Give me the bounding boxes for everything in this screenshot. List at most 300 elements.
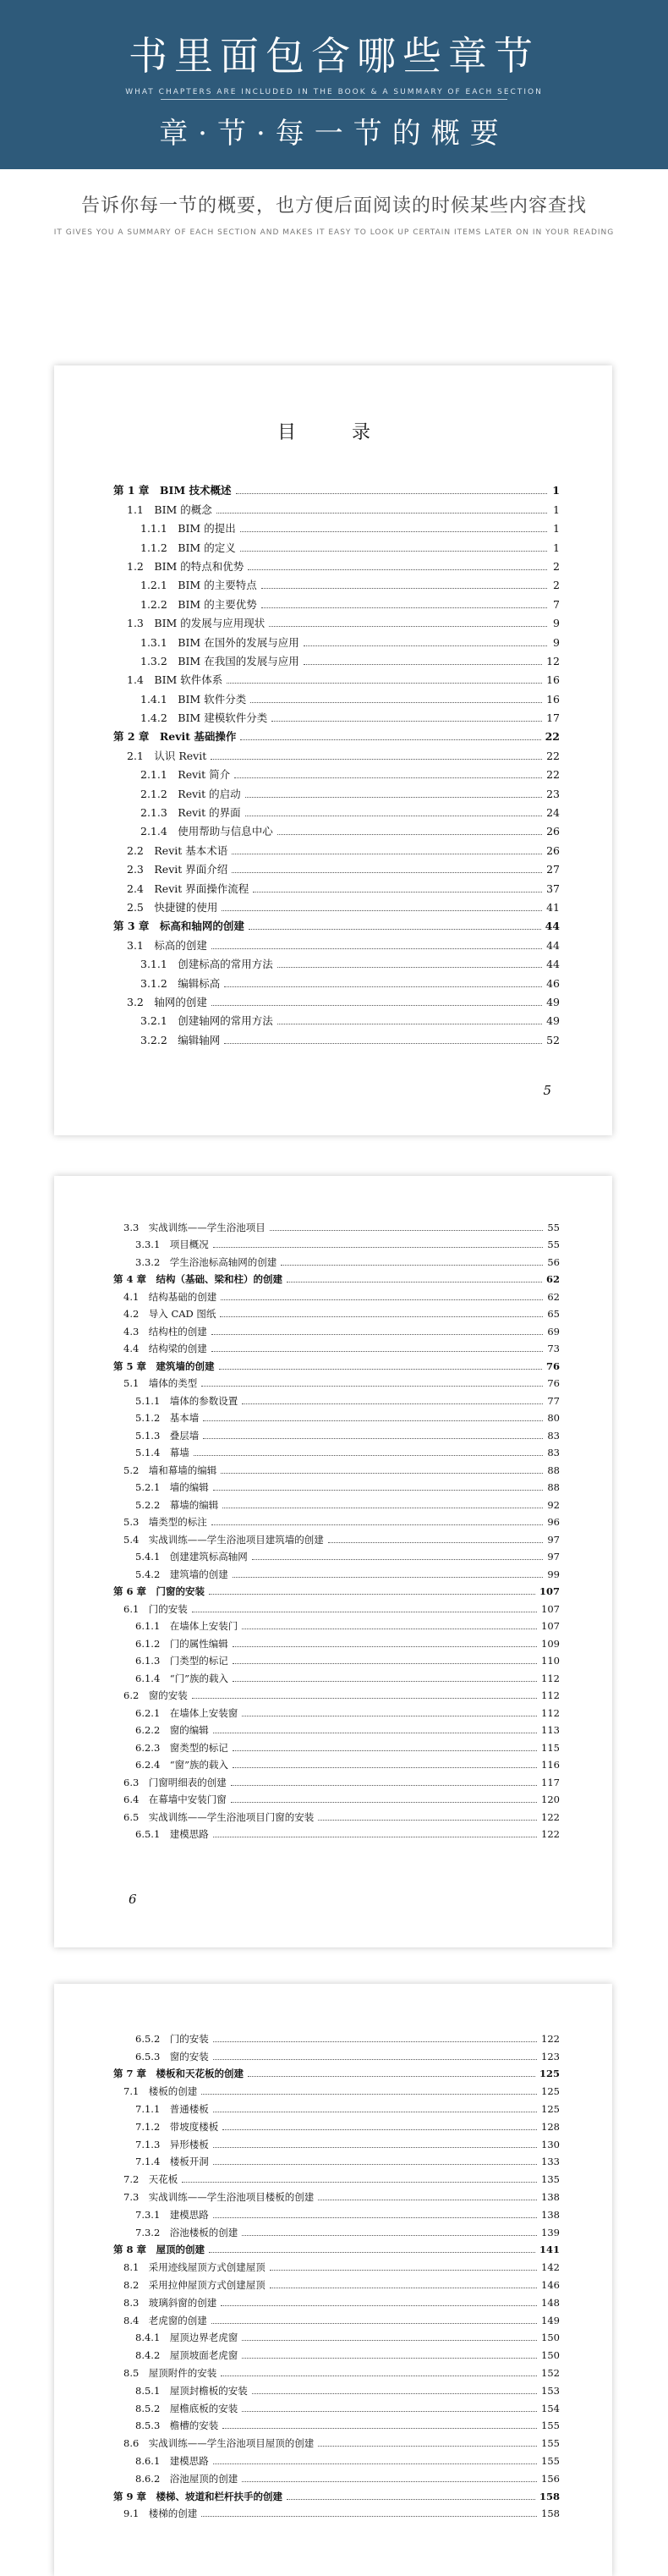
toc-entry[interactable] <box>113 1390 560 1408</box>
toc-entry[interactable] <box>113 1563 560 1581</box>
toc-entry-page: 152 <box>541 2366 560 2379</box>
toc-entry-label: 1.1.1 BIM 的提出 <box>140 522 236 536</box>
toc-entry[interactable] <box>113 838 560 857</box>
toc-entry-label: 第 6 章 门窗的安装 <box>113 1585 205 1597</box>
dot-leader <box>233 1646 537 1647</box>
toc-entry[interactable] <box>113 2292 560 2310</box>
toc-entry-label: 第 4 章 结构（基础、梁和柱）的创建 <box>113 1273 283 1285</box>
dot-leader <box>203 1420 543 1421</box>
toc-entry-label: 4.4 结构梁的创建 <box>123 1343 207 1354</box>
dot-leader <box>231 1802 537 1803</box>
toc-entry-page: 49 <box>546 995 560 1008</box>
dot-leader <box>211 2323 537 2324</box>
toc-entry[interactable] <box>113 2151 560 2169</box>
toc-entry-label: 6.2 窗的安装 <box>123 1689 188 1701</box>
toc-entry[interactable] <box>113 2310 560 2327</box>
toc-entry-label: 7.1.3 异形楼板 <box>135 2138 209 2150</box>
toc-entry-label: 5.2.1 墙的编辑 <box>135 1481 209 1493</box>
toc-entry-label: 7.1 楼板的创建 <box>123 2085 198 2098</box>
toc-entry[interactable] <box>113 2168 560 2186</box>
toc-entry[interactable] <box>113 574 560 592</box>
dot-leader <box>318 2446 537 2447</box>
toc-entry-page: 55 <box>547 1239 560 1250</box>
toc-chapter-entry[interactable] <box>113 1581 560 1599</box>
toc-chapter-entry[interactable] <box>113 2063 560 2081</box>
toc-entry-label: 7.1.4 楼板开洞 <box>135 2156 209 2168</box>
toc-entry-page: 22 <box>546 749 560 762</box>
toc-entry-page: 22 <box>545 730 560 744</box>
toc-entry-label: 6.5.1 建模思路 <box>135 1828 209 1840</box>
toc-chapter-entry[interactable] <box>113 1355 560 1373</box>
toc-entry-page: 146 <box>541 2278 560 2291</box>
toc-entry-label: 1.1 BIM 的概念 <box>127 503 212 516</box>
toc-entry-label: 第 9 章 楼梯、坡道和栏杆扶手的创建 <box>113 2490 283 2502</box>
dot-leader <box>269 626 547 627</box>
toc-entry[interactable] <box>113 612 560 630</box>
toc-entry[interactable] <box>113 782 560 800</box>
toc-entry[interactable] <box>113 2450 560 2468</box>
intro-text: 告诉你每一节的概要，也方便后面阅读的时候某些内容查找 <box>80 195 587 217</box>
toc-entry-page: 158 <box>539 2490 560 2502</box>
toc-entry[interactable] <box>113 1737 560 1755</box>
toc-entry[interactable] <box>113 2080 560 2098</box>
toc-entry-label: 6.2.4 “窗”族的载入 <box>135 1759 229 1771</box>
toc-entry[interactable] <box>113 2256 560 2274</box>
toc-entry[interactable] <box>113 1338 560 1356</box>
toc-entry-page: 115 <box>541 1741 560 1754</box>
toc-entry-label: 6.1.3 门类型的标记 <box>135 1655 228 1667</box>
toc-entry-page: 23 <box>546 787 560 800</box>
toc-entry[interactable] <box>113 2186 560 2204</box>
toc-entry-label: 5.2.2 幕墙的编辑 <box>135 1498 219 1511</box>
dot-leader <box>231 1785 537 1786</box>
toc-entry-page: 17 <box>546 711 560 725</box>
toc-entry[interactable] <box>113 2380 560 2397</box>
dot-leader <box>236 493 547 494</box>
toc-entry-page: 107 <box>541 1602 560 1615</box>
toc-entry[interactable] <box>113 2274 560 2292</box>
toc-page <box>54 1984 612 2576</box>
toc-entry-label: 8.5 屋顶附件的安装 <box>123 2366 217 2379</box>
toc-entry-label: 6.5.3 窗的安装 <box>135 2050 209 2062</box>
toc-entry-page: 12 <box>546 654 560 667</box>
toc-entry-page: 107 <box>539 1585 560 1597</box>
toc-entry[interactable] <box>113 858 560 876</box>
toc-entry-label: 6.1.4 “门”族的载入 <box>135 1672 229 1684</box>
toc-entry[interactable] <box>113 1217 560 1234</box>
dot-leader <box>220 1316 543 1317</box>
dot-leader <box>318 1820 537 1821</box>
dot-leader <box>222 2428 537 2429</box>
toc-entry-label: 3.3 实战训练——学生浴池项目 <box>123 1221 266 1233</box>
toc-entry-page: 16 <box>546 673 560 687</box>
toc-entry-label: 第 3 章 标高和轴网的创建 <box>113 920 244 933</box>
toc-chapter-entry[interactable] <box>113 2485 560 2503</box>
dot-leader <box>253 892 542 893</box>
dot-leader <box>242 2411 537 2412</box>
toc-entry[interactable] <box>113 1442 560 1460</box>
dot-leader <box>211 1005 542 1006</box>
toc-entry-page: 1 <box>552 484 560 497</box>
toc-entry-label: 6.4 在幕墙中安装门窗 <box>123 1793 227 1805</box>
toc-entry[interactable] <box>113 2468 560 2485</box>
dot-leader <box>234 777 542 778</box>
toc-entry[interactable] <box>113 2362 560 2380</box>
toc-entry[interactable] <box>113 820 560 838</box>
toc-entry[interactable] <box>113 1720 560 1738</box>
toc-entry[interactable] <box>113 1425 560 1442</box>
dot-leader <box>213 1490 544 1491</box>
toc-entry-label: 5.1.1 墙体的参数设置 <box>135 1394 238 1407</box>
toc-entry-page: 76 <box>545 1359 560 1372</box>
dot-leader <box>221 2305 537 2306</box>
toc-entry-label: 6.3 门窗明细表的创建 <box>123 1776 227 1788</box>
toc-entry-page: 135 <box>541 2173 560 2186</box>
dot-leader <box>270 1230 544 1231</box>
toc-entry-label: 2.1.4 使用帮助与信息中心 <box>140 825 273 838</box>
toc-entry-label: 9.1 楼梯的创建 <box>123 2507 198 2520</box>
dot-leader <box>211 948 542 949</box>
dot-leader <box>232 872 542 873</box>
toc-entry[interactable] <box>113 1789 560 1807</box>
toc-entry-page: 22 <box>546 768 560 782</box>
toc-entry[interactable] <box>113 1373 560 1391</box>
toc-entry-page: 123 <box>541 2050 560 2062</box>
toc-entries <box>113 2028 560 2520</box>
toc-entry[interactable] <box>113 1633 560 1651</box>
toc-entry-page: 154 <box>541 2402 560 2414</box>
toc-entry[interactable] <box>113 1286 560 1304</box>
dot-leader <box>245 797 542 798</box>
toc-entry[interactable] <box>113 2098 560 2116</box>
toc-entry-label: 8.6 实战训练——学生浴池项目屋顶的创建 <box>123 2437 315 2450</box>
toc-entry-label: 5.1 墙体的类型 <box>123 1377 198 1389</box>
toc-entry-label: 4.3 结构柱的创建 <box>123 1325 207 1337</box>
toc-entry-page: 155 <box>541 2454 560 2467</box>
banner-divider <box>161 99 507 100</box>
toc-entry-label: 3.1.2 编辑标高 <box>140 976 221 990</box>
dot-leader <box>213 2217 537 2218</box>
toc-entry-label: 8.6.1 建模思路 <box>135 2454 209 2467</box>
toc-entry-page: 138 <box>541 2190 560 2203</box>
toc-entry-label: 1.2 BIM 的特点和优势 <box>127 559 244 573</box>
toc-entry-label: 1.4 BIM 软件体系 <box>127 673 223 687</box>
toc-entry[interactable] <box>113 801 560 820</box>
toc-entry[interactable] <box>113 2503 560 2521</box>
toc-entry-page: 27 <box>546 863 560 876</box>
dot-leader <box>248 2076 535 2077</box>
dot-leader <box>213 2059 537 2060</box>
toc-entry[interactable] <box>113 1598 560 1616</box>
dot-leader <box>213 2041 537 2042</box>
toc-entry-label: 1.4.2 BIM 建模软件分类 <box>140 711 268 725</box>
toc-entry[interactable] <box>113 1806 560 1824</box>
dot-leader <box>249 929 541 930</box>
toc-entry-label: 3.1 标高的创建 <box>127 938 207 952</box>
toc-entry[interactable] <box>113 1702 560 1720</box>
dot-leader <box>221 1299 543 1300</box>
toc-entry[interactable] <box>113 497 560 516</box>
toc-entry-label: 7.3.1 建模思路 <box>135 2208 209 2221</box>
toc-entry-page: 122 <box>541 1828 560 1840</box>
toc-entry[interactable] <box>113 2327 560 2345</box>
toc-entry-label: 5.1.4 幕墙 <box>135 1447 189 1458</box>
toc-entry-page: 83 <box>547 1429 560 1442</box>
toc-entry-page: 149 <box>541 2314 560 2326</box>
toc-entry-label: 8.5.3 檐槽的安装 <box>135 2419 219 2432</box>
toc-entry-label: 8.2 采用拉伸屋顶方式创建屋顶 <box>123 2278 266 2291</box>
toc-entry-page: 76 <box>547 1377 560 1389</box>
toc-entry-page: 125 <box>541 2085 560 2098</box>
toc-entries <box>113 1217 560 1841</box>
toc-entry-page: 153 <box>541 2384 560 2397</box>
dot-leader <box>209 1594 535 1595</box>
toc-entry-label: 6.1.2 门的属性编辑 <box>135 1637 228 1650</box>
toc-entry-page: 88 <box>547 1464 560 1476</box>
toc-chapter-entry[interactable] <box>113 2239 560 2257</box>
dot-leader <box>304 645 547 646</box>
dot-leader <box>328 1542 544 1543</box>
toc-entry-label: 6.5 实战训练——学生浴池项目门窗的安装 <box>123 1810 315 1823</box>
toc-entry-page: 141 <box>539 2244 560 2256</box>
dot-leader <box>222 2129 537 2130</box>
toc-entry-label: 2.5 快捷键的使用 <box>127 900 218 914</box>
intro-text-en: IT GIVES YOU A SUMMARY OF EACH SECTION AND MAKES IT EASY TO LOOK UP CERTAIN ITEMS LATER ON IN YOUR READING <box>53 228 615 237</box>
dot-leader <box>287 1282 542 1283</box>
toc-entry-page: 69 <box>547 1325 560 1337</box>
toc-entry[interactable] <box>113 991 560 1009</box>
toc-entry-label: 1.2.1 BIM 的主要特点 <box>140 579 257 592</box>
toc-entry[interactable] <box>113 1755 560 1772</box>
toc-entry-label: 2.1 认识 Revit <box>127 749 207 762</box>
toc-entry-label: 第 5 章 建筑墙的创建 <box>113 1359 215 1372</box>
toc-entry-label: 7.3.2 浴池楼板的创建 <box>135 2226 238 2238</box>
toc-entry[interactable] <box>113 2134 560 2151</box>
toc-entry[interactable] <box>113 1494 560 1512</box>
dot-leader <box>252 2393 537 2394</box>
toc-entry[interactable] <box>113 1234 560 1252</box>
toc-entry[interactable] <box>113 971 560 990</box>
toc-entry-label: 3.1.1 创建标高的常用方法 <box>140 958 273 971</box>
toc-entry-label: 8.4.2 屋顶坡面老虎窗 <box>135 2349 238 2362</box>
toc-entry-page: 7 <box>553 597 560 611</box>
dot-leader <box>224 986 542 987</box>
dot-leader <box>242 2235 537 2236</box>
toc-entry-label: 2.2 Revit 基本术语 <box>127 843 228 857</box>
dot-leader <box>203 1438 543 1439</box>
toc-entry-page: 112 <box>541 1689 560 1701</box>
toc-entry-page: 62 <box>547 1290 560 1303</box>
toc-entry-page: 9 <box>553 617 560 630</box>
toc-entry[interactable] <box>113 2028 560 2046</box>
toc-entry[interactable] <box>113 517 560 536</box>
header-banner <box>0 0 668 169</box>
toc-entry[interactable] <box>113 1477 560 1495</box>
toc-entry-label: 6.1.1 在墙体上安装门 <box>135 1620 238 1632</box>
toc-entry[interactable] <box>113 2222 560 2239</box>
toc-entry[interactable] <box>113 592 560 611</box>
dot-leader <box>182 2182 537 2183</box>
dot-leader <box>213 2164 537 2165</box>
toc-entry-page: 44 <box>545 920 560 933</box>
toc-entry-label: 8.4.1 屋顶边界老虎窗 <box>135 2332 238 2344</box>
dot-leader <box>277 967 542 968</box>
toc-entry-label: 7.1.1 普通楼板 <box>135 2102 209 2115</box>
toc-entry[interactable] <box>113 1616 560 1634</box>
toc-entry-page: 1 <box>553 541 560 554</box>
toc-entry[interactable] <box>113 2116 560 2134</box>
toc-entry-page: 125 <box>539 2068 560 2080</box>
toc-entry[interactable] <box>113 536 560 554</box>
toc-entry[interactable] <box>113 1408 560 1425</box>
toc-entry-page: 88 <box>547 1481 560 1493</box>
toc-entry[interactable] <box>113 650 560 668</box>
toc-entry-label: 2.1.1 Revit 简介 <box>140 768 231 782</box>
toc-entry-page: 2 <box>553 559 560 573</box>
toc-entry[interactable] <box>113 668 560 687</box>
toc-entry-page: 46 <box>546 976 560 990</box>
dot-leader <box>304 664 542 665</box>
toc-entry-label: 2.3 Revit 界面介绍 <box>127 863 228 876</box>
toc-entry[interactable] <box>113 896 560 915</box>
dot-leader <box>261 588 547 589</box>
toc-entry-page: 142 <box>541 2261 560 2274</box>
toc-entry-label: 1.3.2 BIM 在我国的发展与应用 <box>140 654 299 667</box>
toc-entry-page: 158 <box>541 2507 560 2520</box>
banner-subtitle-en: WHAT CHAPTERS ARE INCLUDED IN THE BOOK & A SUMMARY OF EACH SECTION <box>125 88 543 96</box>
toc-entry-page: 1 <box>553 503 560 516</box>
dot-leader <box>240 551 547 552</box>
toc-entry[interactable] <box>113 1028 560 1046</box>
toc-entry-page: 148 <box>541 2296 560 2309</box>
toc-entry-label: 1.2.2 BIM 的主要优势 <box>140 597 257 611</box>
toc-entry[interactable] <box>113 1459 560 1477</box>
toc-entry-page: 24 <box>546 806 560 820</box>
toc-entry[interactable] <box>113 2415 560 2433</box>
dot-leader <box>194 1455 544 1456</box>
toc-entry[interactable] <box>113 1667 560 1685</box>
toc-page <box>54 1176 612 1947</box>
toc-entry[interactable] <box>113 1685 560 1703</box>
dot-leader <box>219 1369 542 1370</box>
toc-entry-page: 55 <box>547 1221 560 1233</box>
toc-entry[interactable] <box>113 555 560 574</box>
toc-entry-page: 26 <box>546 825 560 838</box>
toc-entry-label: 1.4.1 BIM 软件分类 <box>140 692 247 706</box>
toc-entry[interactable] <box>113 876 560 895</box>
toc-entry-page: 122 <box>541 1810 560 1823</box>
toc-entry-label: 6.5.2 门的安装 <box>135 2032 209 2045</box>
toc-entry-page: 96 <box>547 1516 560 1528</box>
toc-entry[interactable] <box>113 933 560 952</box>
toc-entry[interactable] <box>113 2432 560 2450</box>
toc-entry-label: 2.1.3 Revit 的界面 <box>140 806 241 820</box>
toc-entry[interactable] <box>113 1651 560 1668</box>
dot-leader <box>252 1559 544 1560</box>
toc-entry-page: 1 <box>553 522 560 536</box>
toc-entry[interactable] <box>113 2204 560 2222</box>
toc-entry-page: 44 <box>546 938 560 952</box>
toc-entry-label: 6.2.1 在墙体上安装窗 <box>135 1706 238 1719</box>
toc-entry-label: 8.6.2 浴池屋顶的创建 <box>135 2472 238 2485</box>
toc-chapter-entry[interactable] <box>113 479 560 497</box>
toc-chapter-entry[interactable] <box>113 725 560 744</box>
dot-leader <box>192 1698 537 1699</box>
toc-entry[interactable] <box>113 1824 560 1842</box>
toc-chapter-entry[interactable] <box>113 1269 560 1287</box>
toc-entry-label: 3.2.1 创建轴网的常用方法 <box>140 1014 273 1028</box>
toc-entry[interactable] <box>113 1251 560 1269</box>
toc-entry[interactable] <box>113 2046 560 2063</box>
toc-entry-page: 113 <box>541 1724 560 1736</box>
toc-entry-label: 7.1.2 带坡度楼板 <box>135 2120 219 2133</box>
toc-entry-label: 7.3 实战训练——学生浴池项目楼板的创建 <box>123 2190 315 2203</box>
dot-leader <box>221 1473 543 1474</box>
toc-entry[interactable] <box>113 1529 560 1546</box>
toc-entry-page: 139 <box>541 2226 560 2238</box>
toc-entry[interactable] <box>113 630 560 649</box>
toc-entry-page: 26 <box>546 843 560 857</box>
toc-entry[interactable] <box>113 1304 560 1321</box>
toc-entry[interactable] <box>113 1321 560 1338</box>
toc-entry-page: 62 <box>545 1273 560 1285</box>
dot-leader <box>201 1386 543 1387</box>
toc-entry[interactable] <box>113 2397 560 2415</box>
toc-entry-page: 150 <box>541 2349 560 2362</box>
toc-entry-page: 92 <box>547 1498 560 1511</box>
toc-chapter-entry[interactable] <box>113 915 560 933</box>
toc-entry[interactable] <box>113 744 560 762</box>
toc-page <box>54 365 612 1135</box>
toc-entry[interactable] <box>113 1546 560 1564</box>
toc-entry[interactable] <box>113 1512 560 1530</box>
toc-entry[interactable] <box>113 1771 560 1789</box>
dot-leader <box>216 513 547 514</box>
toc-entry-label: 8.5.1 屋顶封檐板的安装 <box>135 2384 248 2397</box>
banner-subtitle: 章·节·每一节的概要 <box>159 117 509 151</box>
toc-entry-label: 5.3 墙类型的标注 <box>123 1516 207 1528</box>
toc-entry-page: 156 <box>541 2472 560 2485</box>
toc-entry-page: 44 <box>546 958 560 971</box>
toc-entry-page: 107 <box>541 1620 560 1632</box>
toc-entry-page: 97 <box>547 1551 560 1563</box>
toc-entry[interactable] <box>113 953 560 971</box>
toc-entry-label: 1.3 BIM 的发展与应用现状 <box>127 617 266 630</box>
dot-leader <box>261 607 547 608</box>
toc-entry-page: 52 <box>546 1033 560 1046</box>
toc-entry-page: 9 <box>553 635 560 649</box>
toc-entry-label: 7.2 天花板 <box>123 2173 178 2186</box>
toc-entry-page: 16 <box>546 692 560 706</box>
toc-entry-label: 8.3 玻璃斜窗的创建 <box>123 2296 217 2309</box>
toc-entry-page: 138 <box>541 2208 560 2221</box>
toc-entry[interactable] <box>113 706 560 725</box>
toc-entry-page: 73 <box>547 1343 560 1354</box>
toc-entry[interactable] <box>113 763 560 782</box>
dot-leader <box>242 2340 537 2341</box>
toc-entry-page: 112 <box>541 1706 560 1719</box>
toc-entry[interactable] <box>113 1009 560 1028</box>
toc-entry-label: 8.4 老虎窗的创建 <box>123 2314 207 2326</box>
toc-entry-label: 4.2 导入 CAD 图纸 <box>123 1308 216 1320</box>
toc-entry[interactable] <box>113 2344 560 2362</box>
toc-entry-label: 5.4.1 创建建筑标高轴网 <box>135 1551 248 1563</box>
dot-leader <box>201 2516 537 2517</box>
toc-entry-label: 1.1.2 BIM 的定义 <box>140 541 236 554</box>
toc-entry[interactable] <box>113 687 560 706</box>
toc-entry-label: 3.2 轴网的创建 <box>127 995 207 1008</box>
dot-leader <box>222 910 542 911</box>
